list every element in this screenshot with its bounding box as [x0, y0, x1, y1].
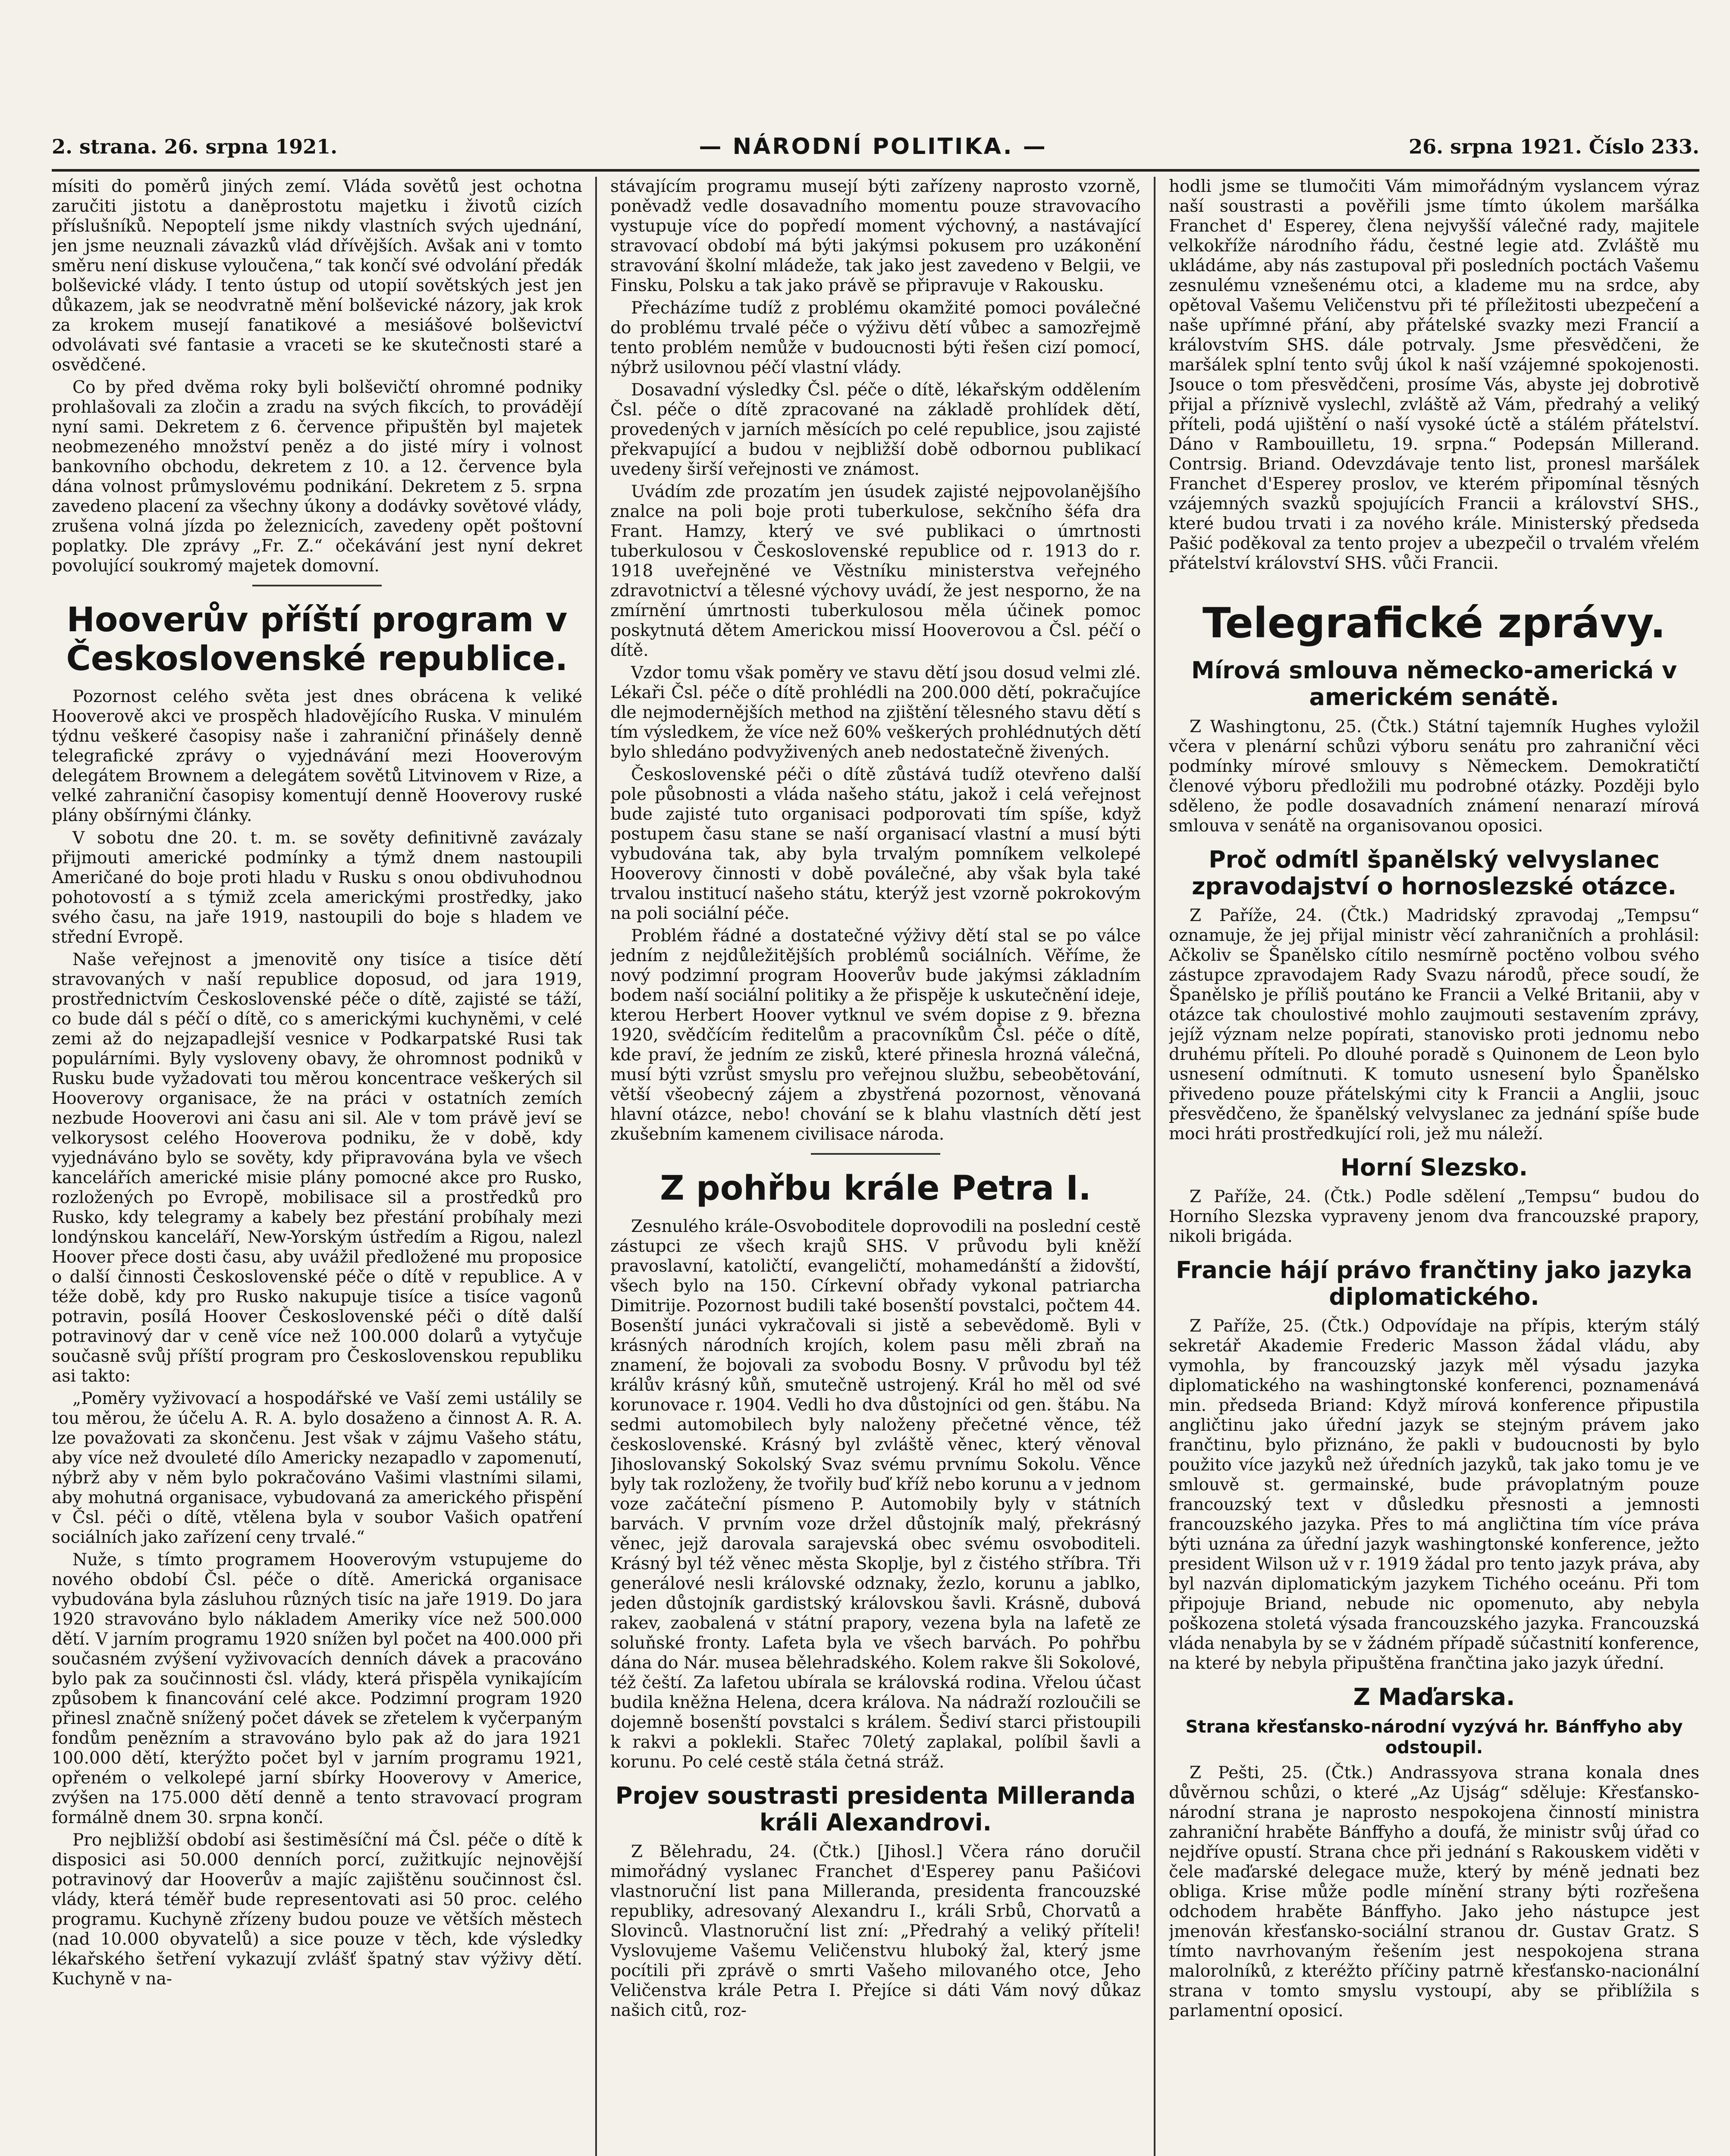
subheading-millerand: Projev soustrasti presidenta Milleranda králi Alexandrovi.	[615, 1782, 1136, 1836]
column-divider	[1154, 177, 1155, 2156]
paragraph: Z Washingtonu, 25. (Čtk.) Státní tajemník Hughes vyložil včera v plenární schůzi výboru senátu pro zahraniční věci podmínky mírové smlouvy s Německem. Demokratičtí členové výboru předložili mu podrobné otázky. Později bylo sděleno, že podle dosavadních známení nenarazí mírová smlouva v senátě na organisovanou oposici.	[1169, 717, 1699, 836]
paragraph: mísiti do poměrů jiných zemí. Vláda sovětů jest ochotna zaručiti jistotu a daněprostotu majetku i životů cizích příslušníků. Nepoptelí jsme nikdy vlastních svých ujednání, jen jsme neuznali závazků vlád dřívějších. Avšak ani v tomto směru není diskuse vyloučena,“ tak končí své odvolání předák bolševické vlády. I tento ústup od utopií sovětských jest jen důkazem, jak se neodvratně mění bolševické názory, jak krok za krokem musejí fanatikové a mesiášové bolševictví odvolávati své fantasie a vraceti se ke skutečnosti staré a osvědčené.	[52, 177, 582, 375]
paragraph: Co by před dvěma roky byli bolševičtí ohromné podniky prohlašovali za zločin a zradu na svých fikcích, to provádějí nyní sami. Dekretem z 6. července připuštěn byl majetek neobmezeného množství peněz a do jisté míry i volnost bankovního obchodu, dekretem z 10. a 12. července byla dána volnost průmyslovému podnikání. Dekretem z 5. srpna zavedeno placení za všechny úkony a dodávky sovětové vlády, zrušena volná jízda po železnicích, zavedeny opět poštovní poplatky. Dle zprávy „Fr. Z.“ očekávání jest nyní dekret povolující soukromý majetek domovní.	[52, 378, 582, 576]
heading: Francie hájí právo frančtiny jako jazyka diplomatického.	[1176, 1256, 1692, 1310]
paragraph: Nuže, s tímto programem Hooverovým vstupujeme do nového období Čsl. péče o dítě. Americká organisace vybudována byla zásluhou různých tisíc na jaře 1919. Do jara 1920 stravováno bylo nákladem Ameriky více než 500.000 dětí. V jarním programu 1920 snížen byl počet na 400.000 při současném zvýšení vyživovacích denních dávek a pracováno bylo pak za součinnosti čsl. vlády, která přispěla vynikajícím způsobem k financování celé akce. Podzimní program 1920 přinesl značně snížený počet dávek se zřetelem k vyčerpaným fondům penězním a stravováno bylo pak až do jara 1921 100.000 dětí, kterýžto počet byl v jarním programu 1921, opřeném o velkolepé jarní sbírky Hooverovy v Americe, zvýšen na 175.000 dětí denně a tento stravovací program formálně dnem 30. srpna končí.	[52, 1550, 582, 1828]
column-2	[610, 177, 1141, 2156]
paragraph: hodli jsme se tlumočiti Vám mimořádným vyslancem výraz naší soustrasti a pověřili jsme tímto úkolem maršálka Franchet d' Esperey, člena nejvyšší válečné rady, majitele velkokříže národního řádu, čestné legie atd. Zvláště mu ukládáme, aby nás zastupoval při posledních poctách Vašemu zesnulému vznešenému otci, a klademe mu na srdce, aby opětoval Vašemu Veličenstvu při té příležitosti ubezpečení a naše upřímné přání, aby přátelské svazky mezi Francií a královstvím SHS. dále potrvaly. Jsme přesvědčeni, že maršálek splní tento svůj úkol k naší vzájemné spokojenosti. Jsouce o tom přesvědčeni, prosíme Vás, abyste jej dobrotivě přijal a příznivě vyslechl, zvláště až Vám, předrahý a veliký příteli, podá ujištění o naší vysoké úctě a stálém přátelství. Dáno v Rambouilletu, 19. srpna.“ Podepsán Millerand. Contrsig. Briand. Odevzdávaje tento list, pronesl maršálek Franchet d'Esperey proslov, ve kterém připomínal těsných vzájemných svazků spojujících Francii a království SHS., které budou trvati i za nového krále. Ministerský předseda Pašić poděkoval za tento projev a ubezpečil o trvalém vřelém přátelství království SHS. vůči Francii.	[1169, 177, 1699, 573]
paragraph: Z Paříže, 24. (Čtk.) Madridský zpravodaj „Tempsu“ oznamuje, že jej přijal ministr věcí zahraničních a prohlásil: Ačkoliv se Španělsko cítilo nesmírně poctěno volbou svého zástupce zpravodajem Rady Svazu národů, přece soudí, že Španělsko je příliš poutáno ke Francii a Velké Britanii, aby v otázce tak choulostivé mohlo zaujmouti sestavením zprávy, jejíž význam nelze popírati, stanovisko proti jednomu nebo druhému příteli. Po dlouhé poradě s Quinonem de Leon bylo usnesení odmítnuti. K tomuto usnesení bylo Španělsko přivedeno pouze přátelskými city k Francii a Anglii, jsouc přesvědčeno, že španělský velvyslanec za jednání spíše bude moci hráti prostředkující roli, jež mu náleží.	[1169, 906, 1699, 1144]
paragraph: Dosavadní výsledky Čsl. péče o dítě, lékařským oddělením Čsl. péče o dítě zpracované na základě prohlídek dětí, provedených v jarních měsících po celé republice, jsou zajisté překvapující a budou v nejbližší době odbornou publikací uvedeny širší veřejnosti ve známost.	[610, 380, 1141, 479]
heading: Proč odmítl španělský velvyslanec zpravodajství o hornoslezské otázce.	[1192, 846, 1677, 900]
paragraph: Pozornost celého světa jest dnes obrácena k veliké Hooverově akci ve prospěch hladovějícího Ruska. V minulém týdnu veškeré časopisy naše i zahraniční přinášely denně telegrafické zprávy o vyjednávání mezi Hooverovým delegátem Brownem a delegátem sovětů Litvinovem v Rize, a velké zahraniční časopisy komentují denně Hooverovy ruské plány obšírnými články.	[52, 687, 582, 826]
paragraph: „Poměry vyživovací a hospodářské ve Vaší zemi ustálily se tou měrou, že účelu A. R. A. bylo dosaženo a činnost A. R. A. lze považovati za skončenu. Jest však v zájmu Vašeho státu, aby více než dvouleté dílo Americky nezapadlo v zapomenutí, nýbrž aby v něm bylo pokračováno Vašimi vlastními silami, aby mohutná organisace, vybudovaná za amerického přispění v Čsl. péči o dítě, vtělena byla v soubor Vašich opatření sociálních jako zařízení ceny trvalé.“	[52, 1389, 582, 1548]
paragraph: Problém řádné a dostatečné výživy dětí stal se po válce jedním z nejdůležitějších problémů sociálních. Věříme, že nový podzimní program Hooverův bude jakýmsi základním bodem naší sociální politiky a že přispěje k uskutečnění ideje, kterou Herbert Hoover vytknul ve svém dopise z 9. března 1920, svědčícím ředitelům a pracovníkům Čsl. péče o dítě, kde praví, že jedním ze zisků, které přinesla hrozná válečná, musí býti vzrůst smyslu pro veřejnou službu, sebeobětování, větší všeobecný zájem a zbystřená pozornost, věnovaná hlavní otázce, nebo! chování se k blahu vlastních dětí jest zkušebním kamenem civilisace národa.	[610, 926, 1141, 1144]
paragraph: stávajícím programu musejí býti zařízeny naprosto vzorně, poněvadž vedle dosavadního momentu pouze stravovacího vystupuje více do popředí moment výchovný, a nastávající stravovací období má býti jakýmsi pokusem pro uzákonění stravování školní mládeže, tak jako jest zavedeno v Belgii, ve Finsku, Polsku a tak jako právě se připravuje v Rakousku.	[610, 177, 1141, 295]
masthead: — NÁRODNÍ POLITIKA. —	[699, 134, 1047, 160]
paragraph: Z Paříže, 24. (Čtk.) Podle sdělení „Tempsu“ budou do Horního Slezska vypraveny jenom dva francouzské prapory, nikoli brigáda.	[1169, 1187, 1699, 1246]
paragraph: Československé péči o dítě zůstává tudíž otevřeno další pole působnosti a vláda našeho státu, jakož i celá veřejnost bude zajisté tuto organisaci podporovati tím spíše, když postupem času stane se naší organisací vlastní a musí býti vybudována tak, aby byla trvalým pomníkem velkolepé Hooverovy činnosti v době poválečné, aby však byla také trvalou institucí našeho státu, kterýž jest vzorně pokrokovým na poli sociální péče.	[610, 765, 1141, 923]
divider	[252, 585, 382, 586]
paragraph: V sobotu dne 20. t. m. se sověty definitivně zavázaly přijmouti americké podmínky a týmž dnem nastoupili Američané do boje proti hladu v Rusku s onou obdivuhodnou pohotovostí a s týmiž zcela americkými prostředky, jako svého času, na jaře 1919, nastoupili do boje s hladem ve střední Evropě.	[52, 828, 582, 947]
heading: Horní Slezsko.	[1340, 1153, 1528, 1181]
header-rule	[52, 169, 1699, 172]
column-1	[52, 177, 582, 2156]
column-3	[1169, 177, 1699, 2156]
header-right: 26. srpna 1921. Číslo 233.	[1409, 135, 1699, 158]
article-title-hoover: Hooverův příští program v Československé republice.	[66, 601, 568, 678]
paragraph: Uvádím zde prozatím jen úsudek zajisté nejpovolanějšího znalce na poli boje proti tuberkulose, sekčního šéfa dra Frant. Hamzy, který ve své publikaci o úmrtnosti tuberkulosou v Československé republice od r. 1913 do r. 1918 uveřejněné ve Věstníku ministerstva veřejného zdravotnictví a tělesné výchovy uvádí, že jest nesporno, že na zmírnění úmrtnosti tuberkulosou měla účinek pomoc poskytnutá dětem Americkou missí Hooverovou a Čsl. péčí o dítě.	[610, 482, 1141, 660]
paragraph: Vzdor tomu však poměry ve stavu dětí jsou dosud velmi zlé. Lékaři Čsl. péče o dítě prohlédli na 200.000 dětí, pokračujíce dle nejmodernějších method na zjištění tělesného stavu dětí s tím výsledkem, že více než 60% veškerých prohlédnutých dětí bylo shledáno podvyživených aneb nedostatečně živených.	[610, 663, 1141, 762]
section-title-telegraphic: Telegrafické zprávy.	[1202, 599, 1666, 647]
paragraph: Pro nejbližší období asi šestiměsíční má Čsl. péče o dítě k disposici asi 50.000 denních porcí, zužitkujíc nejnovější potravinový dar Hooverův a majíc zajištěnu součinnost čsl. vlády, která téměř bude representovati asi 50 proc. celého programu. Kuchyně zřízeny budou pouze ve větších městech (nad 10.000 obyvatelů) a sice pouze v těch, kde výsledky lékařského šetření vykazují zvlášť špatný stav výživy dětí. Kuchyně v na-	[52, 1830, 582, 1989]
paragraph: Z Paříže, 25. (Čtk.) Odpovídaje na přípis, kterým stálý sekretář Akademie Frederic Masson žádal vládu, aby vymohla, by francouzský jazyk měl výsadu jazyka diplomatického na washingtonské konferenci, poznamenává min. předseda Briand: Když mírová konference připustila angličtinu jako úřední jazyk se stejným právem jako frančtinu, bylo přiznáno, že pakli v budoucnosti by bylo použito více jazyků než úředních jazyků, tak jako tomu je ve smlouvě st. germainské, bude právoplatným pouze francouzský text v důsledku přesnosti a jemnosti francouzského jazyka. Přes to má angličtina tím více práva býti uznána za úřední jazyk washingtonské konference, ježto president Wilson už v r. 1919 žádal pro tento jazyk práva, aby byl nazván diplomatickým jazykem Tichého oceánu. Při tom připojuje Briand, nebude nic opomenuto, aby nebyla poškozena stoletá výsada francouzského jazyka. Francouzská vláda nenabyla by se v žádném případě súčastnití konference, na které by nebyla připuštěna frančtina jako jazyk úřední.	[1169, 1316, 1699, 1673]
paragraph: Z Bělehradu, 24. (Čtk.) [Jihosl.] Včera ráno doručil mimořádný vyslanec Franchet d'Esperey panu Pašićovi vlastnoruční list pana Milleranda, presidenta francouzské republiky, adresovaný Alexandru I., králi Srbů, Chorvatů a Slovinců. Vlastnoruční list zní: „Předrahý a veliký příteli! Vyslovujeme Vašemu Veličenstvu hluboký žal, který jsme pocítili při zprávě o smrti Vašeho milovaného otce, Jeho Veličenstva krále Petra I. Přejíce si dáti Vám nový důkaz našich citů, roz-	[610, 1842, 1141, 2020]
newspaper-page	[52, 129, 1699, 2156]
paragraph: Zesnulého krále-Osvoboditele doprovodili na poslední cestě zástupci ze všech krajů SHS. V průvodu byli kněží pravoslavní, katoličtí, evangeličtí, mohamedánští a židovští, všech bylo na 150. Církevní obřady vykonal patriarcha Dimitrije. Pozornost budili také bosenští povstalci, počtem 44. Bosenští junáci vykračovali si jistě a sebevědomě. Byli v krásných národních krojích, kolem pasu měli zbraň na znamení, že bojovali za svobodu Bosny. V průvodu byl též králův krásný kůň, smutečně ustrojený. Král ho měl od své korunovace r. 1904. Vedli ho dva důstojníci od gen. štábu. Na sedmi automobilech byly naloženy přečetné věnce, též československé. Krásný byl zvláště věnec, který věnoval Jihoslovanský Sokolský Svaz svému prvnímu Sokolu. Věnce byly tak rozloženy, že tvořily buď kříž nebo korunu a v jednom voze začáteční písmeno P. Automobily byly v státních barvách. V prvním voze držel důstojník malý, překrásný věnec, jejž darovala sarajevská obec svému osvoboditeli. Krásný byl též věnec města Skoplje, byl z čistého stříbra. Tři generálové nesli královské odznaky, žezlo, korunu a jablko, jeden důstojník gardistský královskou šavli. Krásně, dubová rakev, zaobalená v státní prapory, vezena byla na lafetě ze soluňské fronty. Lafeta byla ve všech barvách. Po pohřbu dána do Nár. musea bělehradského. Kolem rakve šli Sokolové, též čeští. Za lafetou ubírala se královská rodina. Vřelou účast budila kněžna Helena, dcera králova. Na nádraží rozloučili se dojemně bosenští povstalci s králem. Šediví starci přistoupili k rakvi a poklekli. Stařec 70letý zaplakal, políbil šavli a korunu. Po celé cestě stála četná stráž.	[610, 1216, 1141, 1772]
header-left: 2. strana. 26. srpna 1921.	[52, 135, 338, 158]
subheading: Strana křesťansko-národní vyzývá hr. Bánffyho aby odstoupil.	[1185, 1717, 1683, 1758]
paragraph: Z Pešti, 25. (Čtk.) Andrassyova strana konala dnes důvěrnou schůzi, o které „Az Ujság“ sděluje: Křesťansko-národní strana je naprosto nespokojena činností ministra zahraniční hraběte Bánffyho a doufá, že ministr svůj úřad co nejdříve opustí. Strana chce při jednání s Rakouskem viděti v čele maďarské delegace muže, který by méně jednati bez obliga. Krise může podle mínění strany býti rozřešena odchodem hraběte Bánffyho. Jako jeho nástupce jest jmenován křesťansko-sociální stranou dr. Gustav Gratz. S tímto navrhovaným řešením jest nespokojena strana malorolníků, z kteréžto příčiny patrně křesťansko-nacionální strana v tomto smyslu vystoupí, aby se přiblížila s parlamentní oposicí.	[1169, 1763, 1699, 2021]
divider	[811, 1153, 940, 1155]
column-divider	[595, 177, 597, 2156]
heading: Z Maďarska.	[1353, 1683, 1515, 1711]
page-header	[52, 129, 1699, 164]
paragraph: Přecházíme tudíž z problému okamžité pomoci poválečné do problému trvalé péče o výživu dětí vůbec a samozřejmě tento problém nemůže v budoucnosti býti řešen cizí pomocí, nýbrž usilovnou péčí vlastní vlády.	[610, 298, 1141, 377]
article-title-funeral: Z pohřbu krále Petra I.	[660, 1169, 1091, 1208]
heading: Mírová smlouva německo-americká v americkém senátě.	[1191, 657, 1677, 711]
paragraph: Naše veřejnost a jmenovitě ony tisíce a tisíce dětí stravovaných v naší republice doposud, od jara 1919, prostřednictvím Československé péče o dítě, zajisté se táží, co bude dál s péčí o dítě, co s americkými kuchyněmi, v celé zemi až do nejzapadlejší vesnice v Podkarpatské Rusi tak populárními. Byly vysloveny obavy, že ohromnost podniků v Rusku bude vyžadovati tou měrou koncentrace veškerých sil Hooverovy organisace, že na práci v ostatních zemích nezbude Hooverovi ani času ani sil. Ale v tom právě jeví se velkorysost celého Hooverova podniku, že v době, kdy vyjednáváno bylo se sověty, kdy připravována byla ve všech kancelářích americké misie plány pomocné akce pro Rusko, rozložených po Evropě, mobilisace sil a prostředků pro Rusko, kdy telegramy a kabely bez přestání probíhaly mezi londýnskou kanceláří, New-Yorským ústředím a Rigou, nalezl Hoover přece dosti času, aby uvážil předložené mu proposice o další činnosti Československé péče o dítě v republice. A v téže době, kdy pro Rusko nakupuje tisíce a tisíce vagonů potravin, posílá Hoover Československé péči o dítě další potravinový dar v ceně více než 100.000 dolarů a vytyčuje současně svůj příští program pro Československou republiku asi takto:	[52, 950, 582, 1386]
